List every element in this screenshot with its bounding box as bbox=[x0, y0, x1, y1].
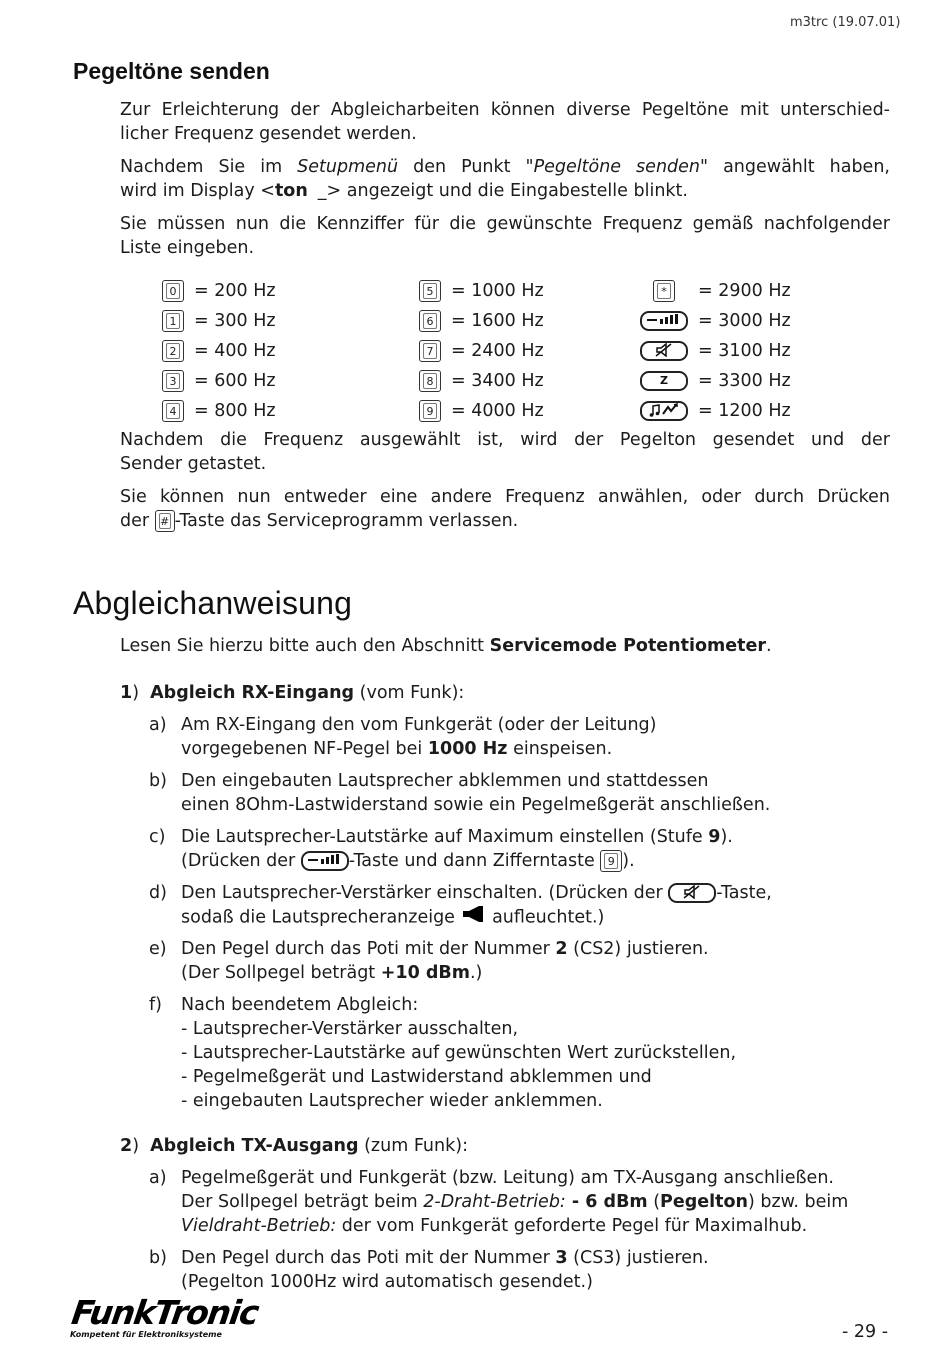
paragraph-4b: Sender getastet. bbox=[120, 454, 267, 474]
item-1f-line-1: Nach beendetem Abgleich: bbox=[181, 995, 419, 1015]
key-9-icon: 9 bbox=[600, 850, 622, 872]
freq-value: = 800 Hz bbox=[194, 401, 276, 421]
freq-row bbox=[640, 276, 791, 306]
item-2a-line-1: Pegelmeßgerät und Funkgerät (bzw. Leitung) am TX-Ausgang anschließen. bbox=[181, 1168, 834, 1188]
freq-row bbox=[419, 336, 544, 366]
item-2b-line-2: (Pegelton 1000Hz wird automatisch gesendet.) bbox=[181, 1272, 593, 1292]
paragraph-2b: wird im Display <ton _> angezeigt und die Eingabestelle blinkt. bbox=[120, 181, 688, 201]
freq-row bbox=[419, 306, 544, 336]
freq-value: = 3000 Hz bbox=[698, 311, 791, 331]
speaker-indicator-icon bbox=[461, 905, 487, 930]
freq-row bbox=[640, 306, 791, 336]
section-title-pegeltoene: Pegeltöne senden bbox=[73, 58, 270, 84]
label-c: c) bbox=[149, 827, 166, 847]
label-a: a) bbox=[149, 715, 167, 735]
item-1e-line-1: Den Pegel durch das Poti mit der Nummer 2 (CS2) justieren. bbox=[181, 939, 709, 959]
label-e: e) bbox=[149, 939, 167, 959]
freq-value: = 3100 Hz bbox=[698, 341, 791, 361]
item-1b-line-1: Den eingebauten Lautsprecher abklemmen und stattdessen bbox=[181, 771, 709, 791]
freq-row bbox=[640, 366, 791, 396]
paragraph-2a: Nachdem Sie im Setupmenü den Punkt "Pegeltöne senden" angewählt haben, bbox=[120, 157, 890, 177]
freq-row bbox=[419, 396, 544, 426]
item-1b-line-2: einen 8Ohm-Lastwiderstand sowie ein Pegelmeßgerät anschließen. bbox=[181, 795, 771, 815]
freq-row bbox=[640, 336, 791, 366]
freq-row bbox=[419, 366, 544, 396]
item-1c-line-2: (Drücken der -Taste und dann Zifferntaste 9 ). bbox=[181, 851, 635, 871]
label-b: b) bbox=[149, 771, 167, 791]
item-1d-line-1: Den Lautsprecher-Verstärker einschalten. (Drücken der -Taste, bbox=[181, 883, 772, 903]
freq-row bbox=[162, 396, 276, 426]
mute-key-icon bbox=[668, 883, 716, 903]
freq-row bbox=[419, 276, 544, 306]
key-1-icon: 1 bbox=[162, 310, 184, 332]
item-1f-line-3: - Lautsprecher-Lautstärke auf gewünschten Wert zurückstellen, bbox=[181, 1043, 737, 1063]
item-1d-line-2: sodaß die Lautsprecheranzeige aufleuchtet.) bbox=[181, 905, 604, 930]
intro-paragraph: Lesen Sie hierzu bitte auch den Abschnitt Servicemode Potentiometer. bbox=[120, 636, 772, 656]
freq-row bbox=[162, 336, 276, 366]
freq-value: = 3300 Hz bbox=[698, 371, 791, 391]
freq-row bbox=[162, 306, 276, 336]
item-1a-line-1: Am RX-Eingang den vom Funkgerät (oder der Leitung) bbox=[181, 715, 657, 735]
label-f: f) bbox=[149, 995, 162, 1015]
item-2-heading: 2) Abgleich TX-Ausgang (zum Funk): bbox=[120, 1136, 468, 1156]
freq-value: = 2400 Hz bbox=[451, 341, 544, 361]
item-1f-line-2: - Lautsprecher-Verstärker ausschalten, bbox=[181, 1019, 519, 1039]
item-1-heading: 1) Abgleich RX-Eingang (vom Funk): bbox=[120, 683, 465, 703]
label-a: a) bbox=[149, 1168, 167, 1188]
freq-row bbox=[162, 276, 276, 306]
label-b: b) bbox=[149, 1248, 167, 1268]
paragraph-3b: Liste eingeben. bbox=[120, 238, 255, 258]
item-1f-line-4: - Pegelmeßgerät und Lastwiderstand abklemmen und bbox=[181, 1067, 652, 1087]
paragraph-5b: der # -Taste das Serviceprogramm verlassen. bbox=[120, 511, 519, 531]
hash-key-icon: # bbox=[155, 510, 175, 532]
volume-key-icon bbox=[640, 311, 688, 331]
freq-value: = 4000 Hz bbox=[451, 401, 544, 421]
freq-value: = 600 Hz bbox=[194, 371, 276, 391]
item-1e-line-2: (Der Sollpegel beträgt +10 dBm.) bbox=[181, 963, 483, 983]
paragraph-3a: Sie müssen nun die Kennziffer für die gewünschte Frequenz gemäß nachfolgender bbox=[120, 214, 890, 234]
freq-value: = 2900 Hz bbox=[698, 281, 791, 301]
document-reference: m3trc (19.07.01) bbox=[790, 15, 901, 30]
music-key-icon bbox=[640, 401, 688, 421]
key-9-icon: 9 bbox=[419, 400, 441, 422]
freq-row bbox=[640, 396, 791, 426]
freq-column-3 bbox=[640, 276, 791, 426]
freq-value: = 300 Hz bbox=[194, 311, 276, 331]
key-7-icon: 7 bbox=[419, 340, 441, 362]
z-key-icon: Z bbox=[640, 371, 688, 391]
label-d: d) bbox=[149, 883, 167, 903]
freq-value: = 400 Hz bbox=[194, 341, 276, 361]
key-5-icon: 5 bbox=[419, 280, 441, 302]
key-4-icon: 4 bbox=[162, 400, 184, 422]
freq-value: = 1600 Hz bbox=[451, 311, 544, 331]
star-key-icon: * bbox=[653, 280, 675, 302]
item-2a-line-2: Der Sollpegel beträgt beim 2-Draht-Betrieb: - 6 dBm (Pegelton) bzw. beim bbox=[181, 1192, 849, 1212]
item-1c-line-1: Die Lautsprecher-Lautstärke auf Maximum einstellen (Stufe 9). bbox=[181, 827, 733, 847]
item-2a-line-3: Vieldraht-Betrieb: der vom Funkgerät geforderte Pegel für Maximalhub. bbox=[181, 1216, 808, 1236]
item-1f-line-5: - eingebauten Lautsprecher wieder anklemmen. bbox=[181, 1091, 603, 1111]
funktronic-logo: FunkTronic bbox=[69, 1293, 261, 1332]
freq-row bbox=[162, 366, 276, 396]
logo-tagline: Kompetent für Elektroniksysteme bbox=[70, 1330, 222, 1339]
freq-column-1 bbox=[162, 276, 276, 426]
section-title-abgleichanweisung: Abgleichanweisung bbox=[73, 585, 353, 621]
key-6-icon: 6 bbox=[419, 310, 441, 332]
item-1a-line-2: vorgegebenen NF-Pegel bei 1000 Hz einspeisen. bbox=[181, 739, 613, 759]
paragraph-1b: licher Frequenz gesendet werden. bbox=[120, 124, 417, 144]
volume-key-icon bbox=[301, 851, 349, 871]
freq-value: = 1000 Hz bbox=[451, 281, 544, 301]
paragraph-4a: Nachdem die Frequenz ausgewählt ist, wird der Pegelton gesendet und der bbox=[120, 430, 890, 450]
item-2b-line-1: Den Pegel durch das Poti mit der Nummer 3 (CS3) justieren. bbox=[181, 1248, 709, 1268]
paragraph-5a: Sie können nun entweder eine andere Frequenz anwählen, oder durch Drücken bbox=[120, 487, 890, 507]
key-2-icon: 2 bbox=[162, 340, 184, 362]
key-0-icon: 0 bbox=[162, 280, 184, 302]
freq-value: = 1200 Hz bbox=[698, 401, 791, 421]
key-3-icon: 3 bbox=[162, 370, 184, 392]
freq-value: = 200 Hz bbox=[194, 281, 276, 301]
key-8-icon: 8 bbox=[419, 370, 441, 392]
page-number: - 29 - bbox=[842, 1322, 889, 1342]
paragraph-1a: Zur Erleichterung der Abgleicharbeiten können diverse Pegeltöne mit unterschied- bbox=[120, 100, 890, 120]
mute-key-icon bbox=[640, 341, 688, 361]
freq-column-2 bbox=[419, 276, 544, 426]
freq-value: = 3400 Hz bbox=[451, 371, 544, 391]
